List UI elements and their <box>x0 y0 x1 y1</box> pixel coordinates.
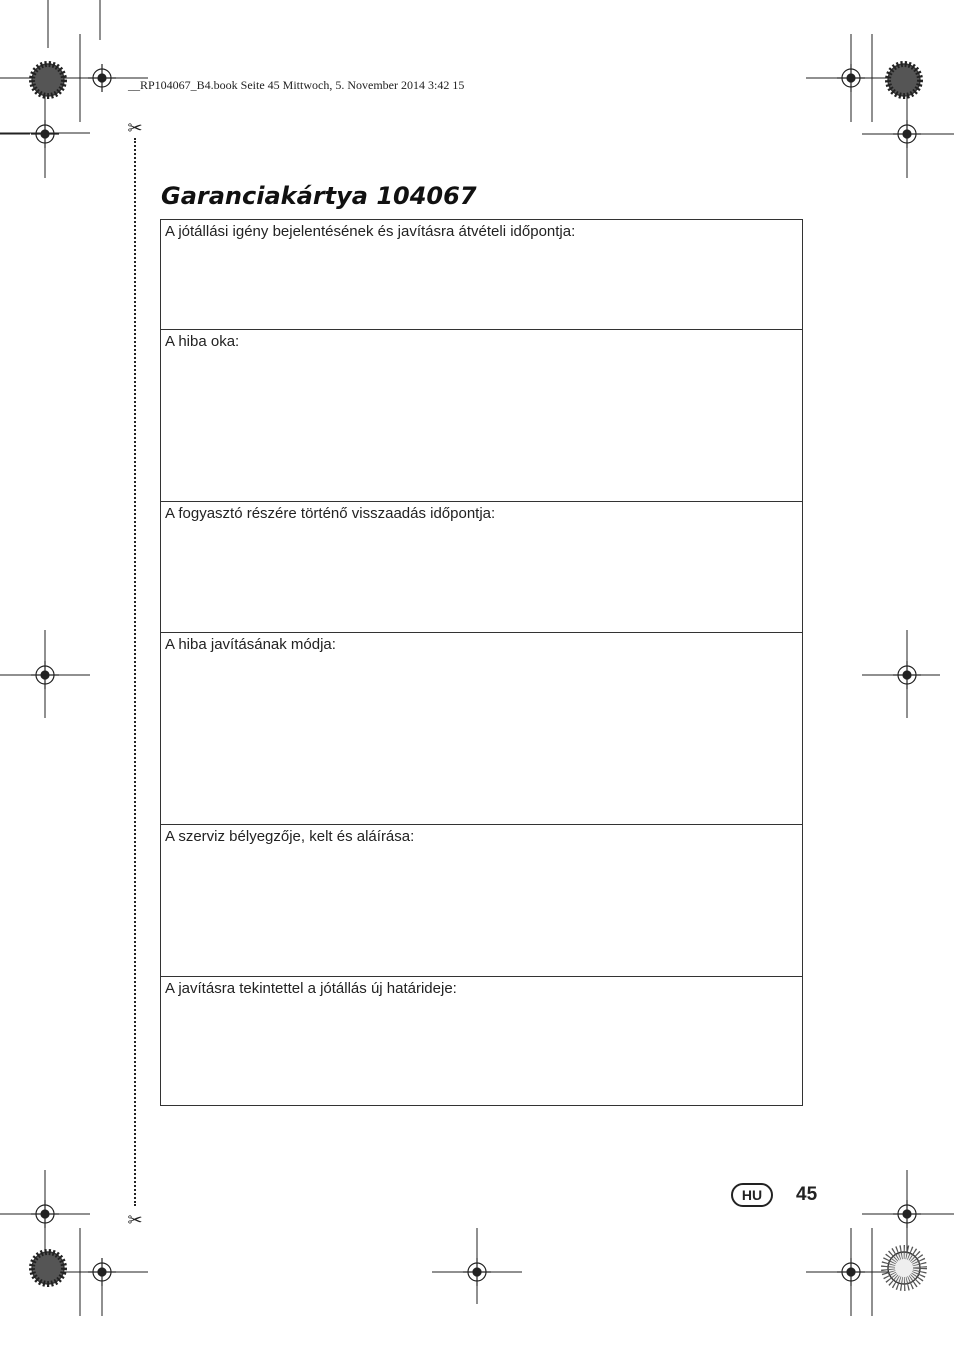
form-row-intake-date[interactable] <box>161 220 802 329</box>
page-title: Garanciakártya 104067 <box>161 182 477 210</box>
form-row-defect-cause[interactable] <box>161 329 802 501</box>
form-row-label: A fogyasztó részére történő visszaadás időpontja: <box>165 505 496 522</box>
language-badge: HU <box>731 1183 773 1207</box>
scissors-icon: ✂ <box>127 1210 143 1230</box>
form-row-label: A hiba javításának módja: <box>165 636 336 653</box>
form-row-label: A szerviz bélyegzője, kelt és aláírása: <box>165 828 415 845</box>
page-number: 45 <box>796 1184 818 1205</box>
cut-line <box>134 138 136 1206</box>
form-row-label: A jótállási igény bejelentésének és javításra átvételi időpontja: <box>165 223 576 240</box>
form-row-service-stamp[interactable] <box>161 824 802 976</box>
form-row-repair-method[interactable] <box>161 632 802 824</box>
print-file-info: __RP104067_B4.book Seite 45 Mittwoch, 5. November 2014 3:42 15 <box>128 78 465 92</box>
warranty-form <box>160 219 803 1106</box>
form-row-label: A hiba oka: <box>165 333 240 350</box>
scissors-icon: ✂ <box>127 118 143 138</box>
form-row-new-deadline[interactable] <box>161 976 802 1105</box>
form-row-label: A javításra tekintettel a jótállás új határideje: <box>165 980 457 997</box>
form-row-return-date[interactable] <box>161 501 802 632</box>
